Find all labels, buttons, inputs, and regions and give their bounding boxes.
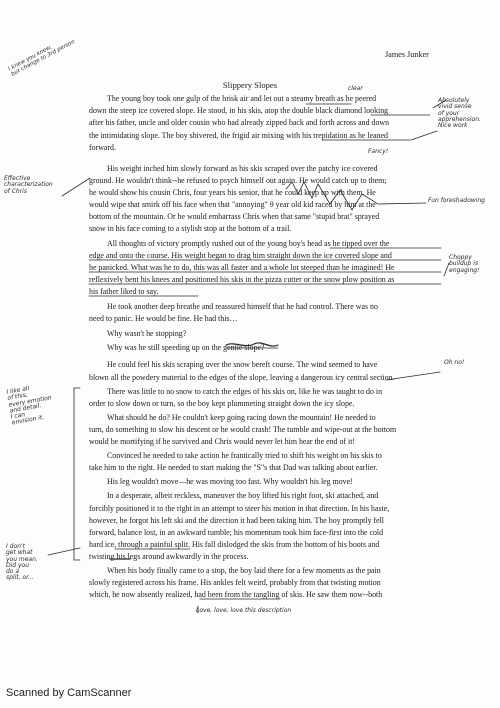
text-line: the intimidating slope. The boy shivered, the frigid air mixing with his trepidation as he leaned <box>89 132 388 140</box>
text-line: snow in his face coming to a stylish stop at the bottom of a trail. <box>89 225 292 233</box>
annotation-choppy-buildup: Choppy buildup is engaging! <box>449 254 480 274</box>
text-line: reflexively bent his knees and positioned his skis in the pizza cutter or the snow plow position as <box>89 276 395 284</box>
text-line: slowly registered across his frame. His ankles felt weird, probably from that twisting motion <box>89 579 381 587</box>
text-line: hard ice, through a painful split. His fall dislodged the skis from the bottom of his boots and <box>89 541 380 549</box>
text-line: forward. <box>89 144 116 152</box>
annotation-characterization: Effective characterization of Chris <box>4 175 53 195</box>
text-line: he panicked. What was he to do, this was all faster and a whole lot steeped than he imagined! He <box>89 264 395 272</box>
text-line: order to slow down or turn, so the boy kept plummeting straight down the icy slope. <box>89 400 355 408</box>
annotation-oh-no: Oh no! <box>444 359 465 366</box>
text-line: twisting his legs around awkwardly in the process. <box>89 553 249 561</box>
text-line: The young boy took one gulp of the brisk air and let out a steamy breath as he peered <box>107 95 377 103</box>
text-line: Why wasn't he stopping? <box>107 330 187 338</box>
text-line: He could feel his skis scraping over the snow bereft course. The wind seemed to have <box>107 361 378 369</box>
text-line: Convinced he needed to take action he frantically tried to shift his weight on his skis to <box>107 452 382 460</box>
text-line: turn, do something to slow his descent or he would crash! The tumble and wipe-out at the bottom <box>89 426 397 434</box>
annotation-fancy: Fancy! <box>368 148 389 155</box>
text-line: There was little to no snow to catch the edges of his skis on, like he was taught to do in <box>107 388 383 396</box>
text-line: would be mortifying if he survived and Chris would never let him hear the end of it! <box>89 438 356 446</box>
text-line: blown all the powdery material to the edges of the slope, leaving a dangerous icy central section. <box>89 374 395 382</box>
text-line: When his body finally came to a stop, the boy laid there for a few moments as the pain <box>107 567 381 575</box>
text-line: His weight inched him slowly forward as his skis scraped over the patchy ice covered <box>107 165 378 173</box>
text-line: his father liked to say. <box>89 288 159 296</box>
text-line: What should he do? He couldn't keep going racing down the mountain! He needed to <box>107 414 376 422</box>
author-name: James Junker <box>385 50 429 59</box>
annotation-split-question: I don't get what you mean. Did you do a split, or... <box>6 543 38 582</box>
arrow-split <box>48 548 80 555</box>
text-line: however, he forgot his left ski and the direction it had been taking him. The boy promptly fell <box>89 517 385 525</box>
text-line: which, he now absently realized, had been from the tangling of skis. He saw them now--both <box>89 591 383 599</box>
text-line: He took another deep breathe and reassured himself that he had control. There was no <box>107 303 378 311</box>
text-line: All thoughts of victory promptly rushed out of the young boy's head as he tipped over the <box>107 240 390 248</box>
text-line: he would show his cousin Chris, four years his senior, that he could keep up with them. He <box>89 189 376 197</box>
essay-title: Slippery Slopes <box>222 80 278 90</box>
bracket-left <box>74 388 80 560</box>
annotation-clear: clear <box>348 85 363 92</box>
annotation-emotion-detail: I like all of this, every emotion and detail. I can envision it. <box>5 385 53 427</box>
scanner-footer: Scanned by CamScanner <box>6 687 132 699</box>
text-line: In a desperate, albeit reckless, maneuver the boy lifted his right foot, ski attached, and <box>107 492 379 500</box>
text-line: Why was he still speeding up on the gentle slope? <box>107 344 265 352</box>
text-line: take him to the right. He needed to start making the "S"s that Dad was talking about earlier. <box>89 464 378 472</box>
annotation-foreshadowing: Fun foreshadowing <box>428 197 485 204</box>
text-line: down the steep ice covered slope. He stood, in his skis, atop the double black diamond looking <box>89 107 389 115</box>
annotation-love-description: Love, love, love this description <box>196 607 292 614</box>
text-line: bottom of the mountain. Or he would embarrass Chris when that same "stupid brat" sprayed <box>89 213 380 221</box>
text-line: forcibly positioned it to the right in an attempt to steer his motion in that direction. In his haste, <box>89 505 390 513</box>
text-line: ground. He wouldn't think--he refused to psych himself out again. He would catch up to them; <box>89 177 387 185</box>
text-line: after his father, uncle and older cousin who had already zipped back and forth across and down <box>89 119 390 127</box>
text-line: forward, balance lost, in an awkward tumble; his momentum took him face-first into the cold <box>89 529 384 537</box>
text-line: edge and onto the course. His weight began to drag him straight down the ice covered slope and <box>89 252 392 260</box>
text-line: need to panic. He would be fine. He had this… <box>89 315 238 323</box>
annotation-vivid-sense: Absolutely vivid sense of your apprehension. Nice work <box>438 97 481 130</box>
annotation-third-person: I knew you knew, but change to 3rd person <box>7 38 76 78</box>
arrow-characterization <box>62 178 90 196</box>
text-line: His leg wouldn't move—he was moving too fast. Why wouldn't his leg move! <box>107 478 353 486</box>
text-line: would wipe that smirk off his face when that "annoying" 9 year old kid raced by him at the <box>89 201 376 209</box>
